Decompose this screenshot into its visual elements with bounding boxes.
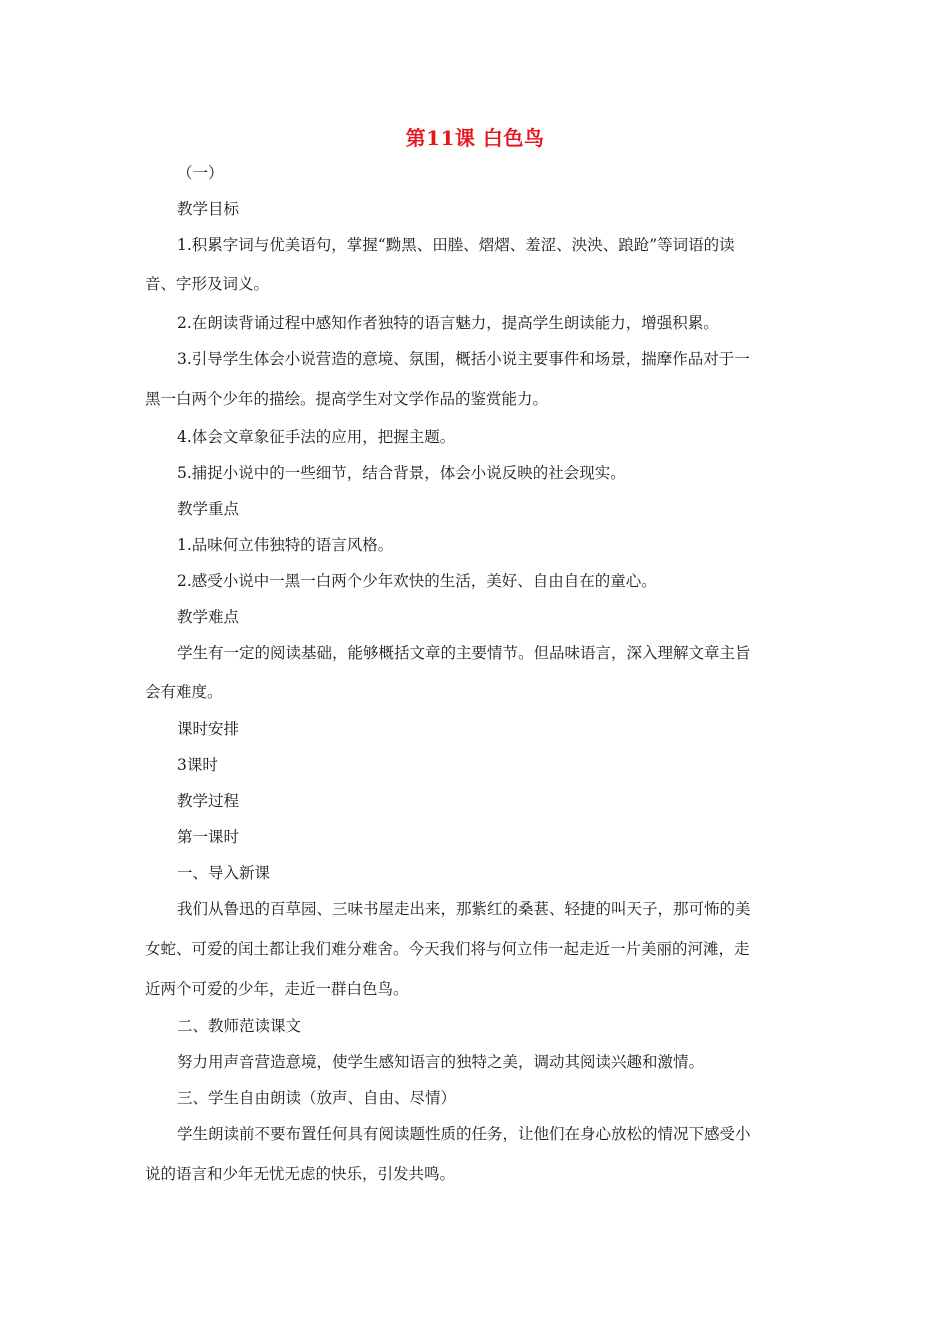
goal-5: 5.捕捉小说中的一些细节，结合背景，体会小说反映的社会现实。	[177, 464, 626, 482]
step-1-line-3: 近两个可爱的少年，走近一群白色鸟。	[145, 980, 409, 998]
step-3-heading: 三、学生自由朗读（放声、自由、尽情）	[177, 1089, 457, 1107]
schedule-value: 3课时	[177, 756, 218, 774]
step-1-line-1: 我们从鲁迅的百草园、三味书屋走出来，那紫红的桑葚、轻捷的叫天子，那可怖的美	[177, 900, 751, 918]
step-3-line-2: 说的语言和少年无忧无虑的快乐，引发共鸣。	[145, 1165, 456, 1183]
difficulty-line-1: 学生有一定的阅读基础，能够概括文章的主要情节。但品味语言，深入理解文章主旨	[177, 644, 751, 662]
goal-3-line-2: 黑一白两个少年的描绘。提高学生对文学作品的鉴赏能力。	[145, 390, 549, 408]
step-2-heading: 二、教师范读课文	[177, 1017, 302, 1035]
heading-schedule: 课时安排	[177, 720, 240, 738]
difficulty-line-2: 会有难度。	[145, 683, 223, 701]
key-point-1: 1.品味何立伟独特的语言风格。	[177, 536, 394, 554]
step-1-heading: 一、导入新课	[177, 864, 271, 882]
heading-difficulties: 教学难点	[177, 608, 240, 626]
goal-1-line-2: 音、字形及词义。	[145, 275, 270, 293]
step-1-line-2: 女蛇、可爱的闰土都让我们难分难舍。今天我们将与何立伟一起走近一片美丽的河滩，走	[145, 940, 750, 958]
heading-key-points: 教学重点	[177, 500, 240, 518]
section-marker: （一）	[177, 164, 224, 182]
step-3-line-1: 学生朗读前不要布置任何具有阅读题性质的任务，让他们在身心放松的情况下感受小	[177, 1125, 751, 1143]
goal-1-line-1: 1.积累字词与优美语句，掌握“黝黑、田塍、熠熠、羞涩、泱泱、踉跄”等词语的读	[177, 236, 735, 254]
key-point-2: 2.感受小说中一黑一白两个少年欢快的生活，美好、自由自在的童心。	[177, 572, 657, 590]
lesson-title: 第11课 白色鸟	[405, 126, 545, 150]
goal-4: 4.体会文章象征手法的应用，把握主题。	[177, 428, 456, 446]
step-2-text: 努力用声音营造意境，使学生感知语言的独特之美，调动其阅读兴趣和激情。	[177, 1053, 705, 1071]
heading-teaching-goals: 教学目标	[177, 200, 240, 218]
goal-3-line-1: 3.引导学生体会小说营造的意境、氛围，概括小说主要事件和场景，揣摩作品对于一	[177, 350, 750, 368]
heading-first-period: 第一课时	[177, 828, 240, 846]
goal-2: 2.在朗读背诵过程中感知作者独特的语言魅力，提高学生朗读能力，增强积累。	[177, 314, 719, 332]
heading-process: 教学过程	[177, 792, 240, 810]
